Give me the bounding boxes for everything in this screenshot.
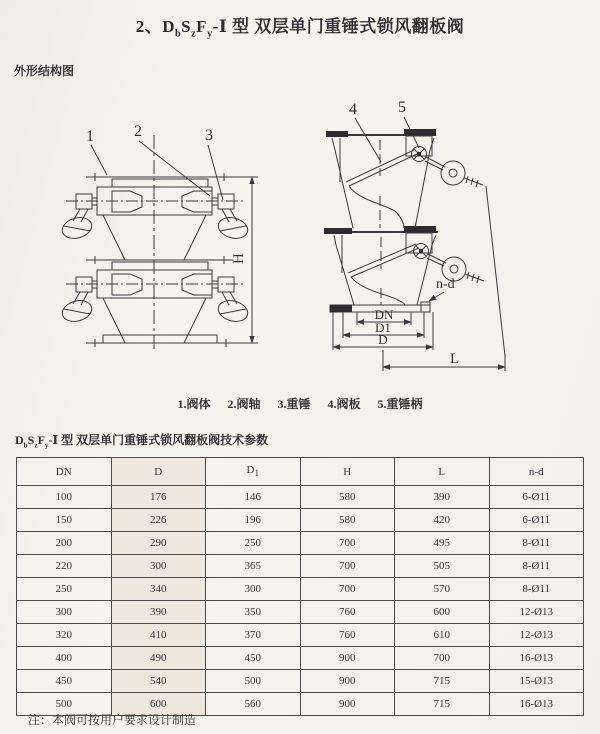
table-cell: 540 (111, 670, 206, 693)
table-title-subscript: y (44, 441, 49, 450)
title-text: F (196, 17, 208, 36)
caption-item: 2.阀轴 (227, 397, 261, 411)
table-row (17, 486, 584, 509)
table-row (17, 578, 584, 601)
table-cell: 450 (206, 647, 301, 670)
table-cell: 16-Ø13 (489, 693, 584, 716)
table-row (17, 509, 584, 532)
column-header: L (395, 458, 490, 486)
table-cell: 900 (300, 647, 395, 670)
caption-item: 5.重锤柄 (377, 397, 423, 411)
table-cell: 490 (111, 647, 206, 670)
page-title (0, 12, 600, 39)
table-cell: 250 (17, 578, 112, 601)
table-cell: 700 (395, 647, 490, 670)
table-cell: 600 (395, 601, 490, 624)
table-cell: 8-Ø11 (489, 555, 584, 578)
table-cell: 700 (300, 578, 395, 601)
section-label: 外形结构图 (14, 64, 75, 78)
table-cell: 900 (300, 693, 395, 716)
table-cell: 176 (111, 486, 206, 509)
table-cell: 715 (395, 670, 490, 693)
table-cell: 250 (206, 532, 301, 555)
title-subscript: z (191, 28, 197, 40)
table-cell: 560 (206, 693, 301, 716)
table-title-text: F (37, 433, 45, 447)
title-text: -Ⅰ 型 双层单门重锤式锁风翻板阀 (212, 17, 465, 36)
table-cell: 300 (206, 578, 301, 601)
part-label-4: 4 (349, 101, 357, 118)
dimension-DN-D1-D (333, 307, 433, 350)
table-cell: 600 (111, 693, 206, 716)
table-cell: 150 (17, 509, 112, 532)
table-cell: 420 (395, 509, 490, 532)
table-header-row (17, 458, 584, 486)
table-cell: 350 (206, 601, 301, 624)
table-row (17, 624, 584, 647)
side-view-drawing (324, 99, 505, 371)
column-header: $D_1$ (206, 458, 301, 486)
table-cell: 16-Ø13 (489, 647, 584, 670)
part-label-1: 1 (86, 128, 94, 145)
table-cell: 580 (300, 509, 395, 532)
table-row (17, 670, 584, 693)
part-label-5: 5 (398, 99, 406, 116)
dim-label-L: L (450, 351, 460, 367)
table-cell: 370 (206, 624, 301, 647)
table-row (17, 532, 584, 555)
table-cell: 715 (395, 693, 490, 716)
dim-label-n-d: n-d (436, 277, 455, 292)
caption-item: 4.阀板 (327, 397, 361, 411)
side-stage-1 (326, 129, 483, 228)
dim-label-DN: DN (374, 307, 394, 322)
table-title-subscript: b (23, 441, 28, 450)
table-cell: 12-Ø13 (489, 601, 584, 624)
table-cell: 146 (206, 486, 301, 509)
table-title-text: -Ⅰ 型 双层单门重锤式锁风翻板阀技术参数 (48, 433, 269, 447)
table-cell: 700 (300, 555, 395, 578)
valve-outline-diagram (0, 88, 600, 388)
table-cell: 6-Ø11 (489, 509, 584, 532)
part-label-2: 2 (134, 123, 142, 140)
table-cell: 320 (17, 624, 112, 647)
table-cell: 365 (206, 555, 301, 578)
table-title-text: D (15, 433, 24, 447)
front-stage-2 (60, 256, 250, 343)
table-cell: 6-Ø11 (489, 486, 584, 509)
table-cell: 8-Ø11 (489, 532, 584, 555)
table-cell: 220 (17, 555, 112, 578)
dim-label-D1: D1 (375, 320, 391, 335)
dim-label-D: D (378, 332, 388, 347)
figure-caption (0, 395, 600, 412)
table-cell: 300 (111, 555, 206, 578)
dimension-H (231, 177, 258, 343)
table-cell: 100 (17, 486, 112, 509)
table-cell: 8-Ø11 (489, 578, 584, 601)
caption-item: 3.重锤 (277, 397, 311, 411)
note: 注：本阀可按用户要求设计制造 (28, 713, 197, 727)
column-header: H (300, 458, 395, 486)
side-stage-2 (324, 226, 484, 305)
table-cell: 505 (395, 555, 490, 578)
front-view-drawing (60, 123, 258, 350)
table-row (17, 555, 584, 578)
column-header: DN (17, 458, 112, 486)
table-cell: 196 (206, 509, 301, 532)
column-header: n-d (489, 458, 584, 486)
column-header: D (111, 458, 206, 486)
table-cell: 15-Ø13 (489, 670, 584, 693)
title-subscript: y (207, 28, 213, 40)
front-stage-1 (60, 173, 250, 260)
table-row (17, 601, 584, 624)
spec-table (16, 457, 584, 716)
table-cell: 495 (395, 532, 490, 555)
table-cell: 500 (206, 670, 301, 693)
table-cell: 580 (300, 486, 395, 509)
part-label-3: 3 (205, 127, 213, 144)
table-title (15, 431, 268, 449)
table-cell: 400 (17, 647, 112, 670)
caption-item: 1.阀体 (177, 397, 211, 411)
table-cell: 300 (17, 601, 112, 624)
table-cell: 390 (395, 486, 490, 509)
table-cell: 450 (17, 670, 112, 693)
table-cell: 700 (300, 532, 395, 555)
table-cell: 290 (111, 532, 206, 555)
table-cell: 760 (300, 624, 395, 647)
table-cell: 200 (17, 532, 112, 555)
title-subscript: b (175, 28, 182, 40)
table-cell: 226 (111, 509, 206, 532)
table-row (17, 647, 584, 670)
table-cell: 760 (300, 601, 395, 624)
table-cell: 610 (395, 624, 490, 647)
table-title-subscript: z (34, 441, 38, 450)
table-cell: 410 (111, 624, 206, 647)
table-cell: 340 (111, 578, 206, 601)
dim-label-H: H (231, 253, 247, 264)
spec-table-body (17, 486, 584, 716)
table-cell: 900 (300, 670, 395, 693)
table-cell: 12-Ø13 (489, 624, 584, 647)
table-cell: 500 (17, 693, 112, 716)
title-text: S (181, 17, 192, 36)
table-title-text: S (27, 433, 35, 447)
table-cell: 390 (111, 601, 206, 624)
title-text: 2、D (135, 17, 175, 36)
dimension-n-d (429, 277, 455, 301)
table-cell: 570 (395, 578, 490, 601)
